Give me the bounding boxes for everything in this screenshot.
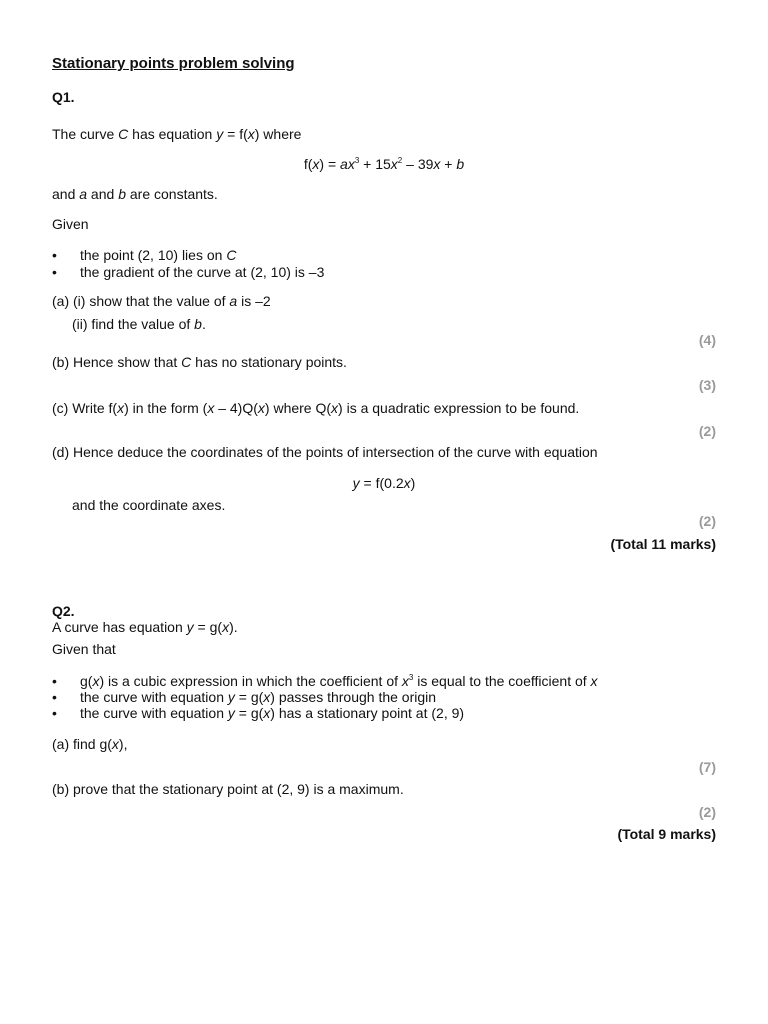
q1-given: Given xyxy=(52,216,89,232)
q1-marks-d: (2) xyxy=(698,513,716,529)
q1-marks-c: (2) xyxy=(698,423,716,439)
q2-part-b: (b) prove that the stationary point at (2, 9) is a maximum. xyxy=(52,781,404,797)
q2-bullet-1: g(x) is a cubic expression in which the coefficient of $x^3$ is equal to the coefficient of x xyxy=(80,673,598,689)
q1-bullet-1: the point (2, 10) lies on C xyxy=(80,247,237,263)
q1-marks-a: (4) xyxy=(698,332,716,348)
bullet-icon: • xyxy=(52,689,57,705)
q1-part-a-ii: (ii) find the value of b. xyxy=(72,316,206,332)
q1-part-b: (b) Hence show that C has no stationary points. xyxy=(52,354,347,370)
q1-label: Q1. xyxy=(52,89,75,105)
q2-part-a: (a) find g(x), xyxy=(52,736,128,752)
bullet-icon: • xyxy=(52,247,57,263)
q2-marks-a: (7) xyxy=(698,759,716,775)
page-title: Stationary points problem solving xyxy=(52,55,295,72)
q1-constants: and a and b are constants. xyxy=(52,186,218,202)
q1-part-c: (c) Write f(x) in the form (x – 4)Q(x) where Q(x) is a quadratic expression to be found. xyxy=(52,400,580,416)
q1-part-d-end: and the coordinate axes. xyxy=(72,497,226,513)
q2-bullet-2: the curve with equation y = g(x) passes through the origin xyxy=(80,689,437,705)
bullet-icon: • xyxy=(52,705,57,721)
q1-part-a-i: (a) (i) show that the value of a is –2 xyxy=(52,293,271,309)
q1-total: (Total 11 marks) xyxy=(610,536,716,552)
bullet-icon: • xyxy=(52,673,57,689)
q1-part-d-equation: y = f(0.2x) xyxy=(352,475,416,491)
q1-equation: $f(x) = ax^3 + 15x^2 - 39x + b$ xyxy=(303,156,465,172)
bullet-icon: • xyxy=(52,264,57,280)
q1-marks-b: (3) xyxy=(698,377,716,393)
q2-marks-b: (2) xyxy=(698,804,716,820)
q1-bullet-2: the gradient of the curve at (2, 10) is –3 xyxy=(80,264,325,280)
q1-part-d: (d) Hence deduce the coordinates of the points of intersection of the curve with equation xyxy=(52,444,598,460)
q2-intro: A curve has equation y = g(x). xyxy=(52,619,238,635)
q2-given: Given that xyxy=(52,641,116,657)
q1-intro: The curve C has equation y = f(x) where xyxy=(52,126,302,142)
q2-bullet-3: the curve with equation y = g(x) has a stationary point at (2, 9) xyxy=(80,705,465,721)
q2-label: Q2. xyxy=(52,603,75,619)
q2-total: (Total 9 marks) xyxy=(617,826,716,842)
